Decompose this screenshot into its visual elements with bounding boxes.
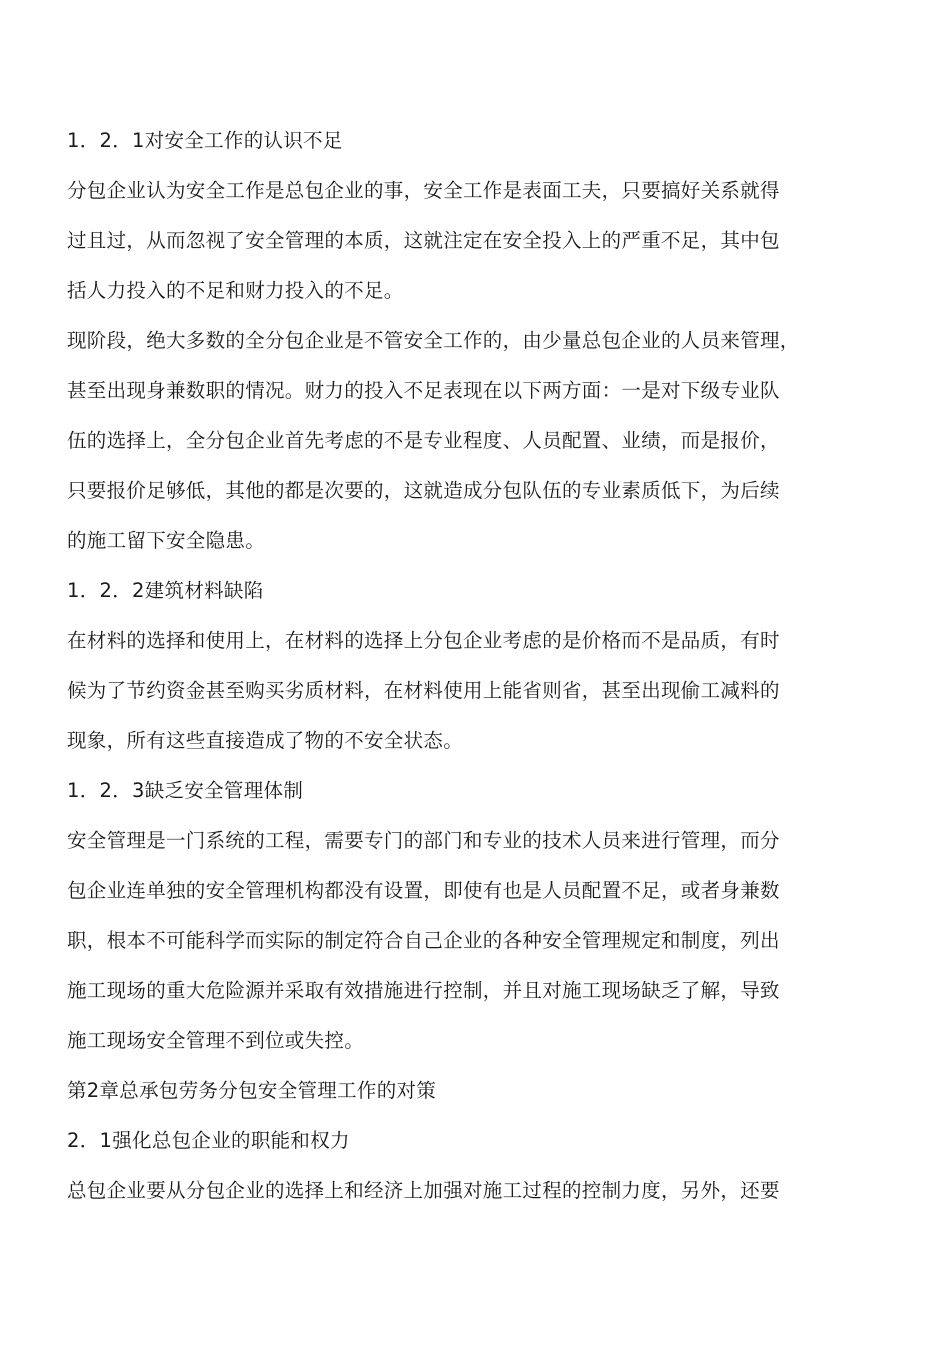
paragraph-line: 伍的选择上，全分包企业首先考虑的不是专业程度、人员配置、业绩，而是报价， [67, 429, 780, 452]
paragraph-line: 安全管理是一门系统的工程，需要专门的部门和专业的技术人员来进行管理，而分 [67, 829, 780, 852]
paragraph-line: 包企业连单独的安全管理机构都没有设置，即使有也是人员配置不足，或者身兼数 [67, 879, 780, 902]
paragraph-line: 施工现场安全管理不到位或失控。 [67, 1029, 365, 1052]
paragraph-line: 在材料的选择和使用上，在材料的选择上分包企业考虑的是价格而不是品质，有时 [67, 629, 780, 652]
section-heading-2-1: 2．1强化总包企业的职能和权力 [67, 1129, 350, 1152]
paragraph-line: 总包企业要从分包企业的选择上和经济上加强对施工过程的控制力度，另外，还要 [67, 1179, 780, 1202]
paragraph-line: 甚至出现身兼数职的情况。财力的投入不足表现在以下两方面：一是对下级专业队 [67, 379, 780, 402]
section-heading-1-2-3: 1．2．3缺乏安全管理体制 [67, 779, 304, 802]
paragraph-line: 只要报价足够低，其他的都是次要的，这就造成分包队伍的专业素质低下，为后续 [67, 479, 780, 502]
paragraph-line: 分包企业认为安全工作是总包企业的事，安全工作是表面工夫，只要搞好关系就得 [67, 179, 780, 202]
paragraph-line: 的施工留下安全隐患。 [67, 529, 266, 552]
paragraph-line: 施工现场的重大危险源并采取有效措施进行控制，并且对施工现场缺乏了解，导致 [67, 979, 780, 1002]
paragraph-line: 候为了节约资金甚至购买劣质材料，在材料使用上能省则省，甚至出现偷工减料的 [67, 679, 780, 702]
paragraph-line: 括人力投入的不足和财力投入的不足。 [67, 279, 404, 302]
chapter-heading-2: 第2章总承包劳务分包安全管理工作的对策 [67, 1079, 437, 1102]
section-heading-1-2-1: 1．2．1对安全工作的认识不足 [67, 129, 343, 152]
section-heading-1-2-2: 1．2．2建筑材料缺陷 [67, 579, 264, 602]
paragraph-line: 职，根本不可能科学而实际的制定符合自己企业的各种安全管理规定和制度，列出 [67, 929, 780, 952]
paragraph-line: 现象，所有这些直接造成了物的不安全状态。 [67, 729, 464, 752]
paragraph-line: 现阶段，绝大多数的全分包企业是不管安全工作的，由少量总包企业的人员来管理， [67, 329, 800, 352]
paragraph-line: 过且过，从而忽视了安全管理的本质，这就注定在安全投入上的严重不足，其中包 [67, 229, 780, 252]
